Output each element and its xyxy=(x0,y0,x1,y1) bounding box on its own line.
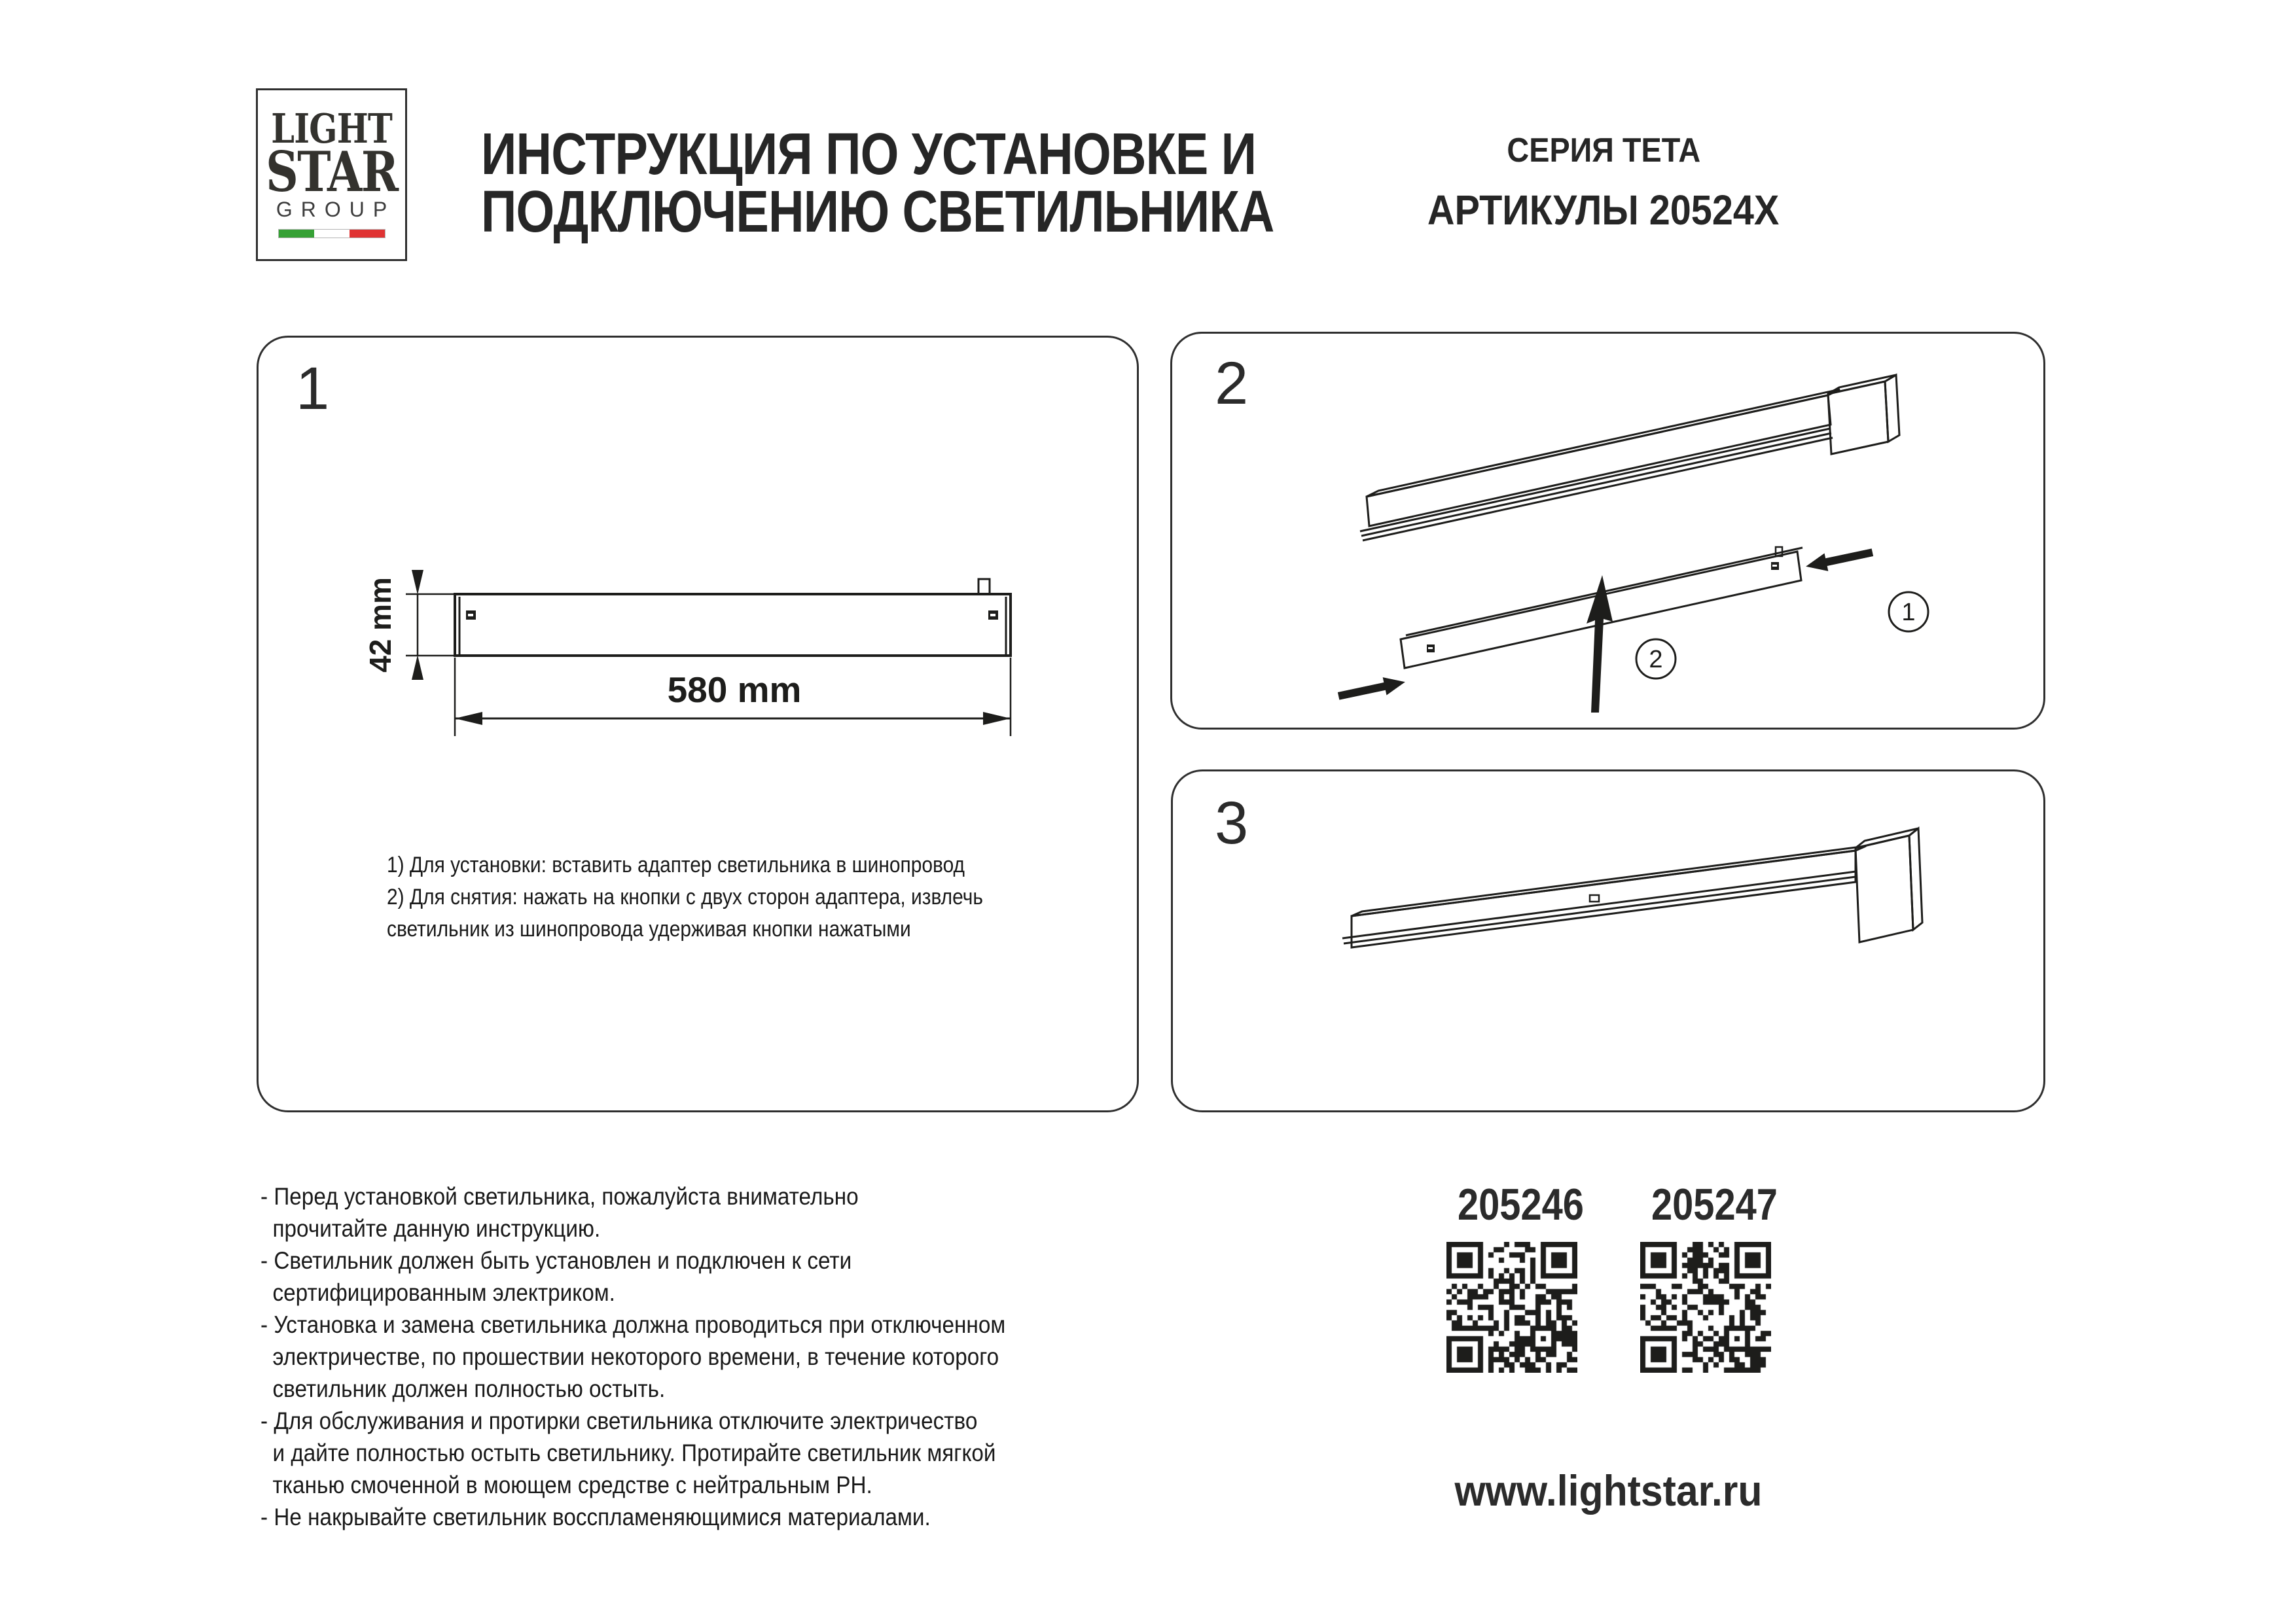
flag-red-segment xyxy=(350,230,385,238)
assembled-diagram xyxy=(1171,769,2045,1112)
article-number-left: 205246 xyxy=(1458,1180,1584,1229)
fixture-dimension-drawing xyxy=(257,336,1139,1112)
track-rail xyxy=(1360,375,1899,540)
logo-word-light: LIGHT xyxy=(271,105,392,152)
insert-arrow-up-icon xyxy=(1587,575,1613,713)
dim-arrow-right xyxy=(983,712,1011,725)
dim-arrow-up xyxy=(412,570,423,595)
website-url: www.lightstar.ru xyxy=(1454,1466,1763,1515)
flag-white-segment xyxy=(314,230,350,238)
dim-height-label: 42 mm xyxy=(363,577,397,673)
qr-code-right xyxy=(1640,1242,1771,1373)
page-title xyxy=(481,122,1425,245)
lightstar-logo xyxy=(256,88,407,261)
page-title-line2: ПОДКЛЮЧЕНИЮ СВЕТИЛЬНИКА xyxy=(481,179,1274,245)
callout-2-label: 2 xyxy=(1649,646,1663,673)
step1-instructions: 1) Для установки: вставить адаптер светильника в шинопровод 2) Для снятия: нажать на кнопки с двух сторон адаптера, извлечь светильник из шинопровода удерживая кнопки нажатыми xyxy=(387,853,983,942)
dim-width-label: 580 mm xyxy=(667,669,802,710)
adapter-button-left-slit xyxy=(468,614,473,616)
step2-number: 2 xyxy=(1215,350,1249,417)
articles-label: АРТИКУЛЫ 20524X xyxy=(1427,186,1780,234)
page-title-line1: ИНСТРУКЦИЯ ПО УСТАНОВКЕ И xyxy=(481,122,1257,187)
article-number-right: 205247 xyxy=(1651,1180,1778,1229)
press-arrow-right-icon xyxy=(1804,543,1874,575)
press-arrow-left-icon xyxy=(1336,673,1407,705)
step3-number: 3 xyxy=(1215,790,1249,856)
step1-number: 1 xyxy=(296,355,330,422)
dim-arrow-left xyxy=(455,712,482,725)
logo-word-star: STAR xyxy=(265,139,398,204)
adapter-tab xyxy=(1590,895,1599,902)
series-label: СЕРИЯ ТЕТА xyxy=(1507,132,1700,169)
insertion-diagram xyxy=(1170,332,2045,730)
italy-flag-icon xyxy=(278,229,386,238)
assembled-fixture xyxy=(1342,828,1922,947)
flag-green-segment xyxy=(279,230,314,238)
callout-1-label: 1 xyxy=(1901,599,1916,626)
logo-word-group: GROUP xyxy=(276,198,396,221)
qr-code-left xyxy=(1446,1242,1577,1373)
adapter-button-right-slit xyxy=(990,614,996,616)
dim-arrow-down xyxy=(412,655,423,680)
contact-pin xyxy=(978,579,990,594)
safety-notes: - Перед установкой светильника, пожалуйста внимательно прочитайте данную инструкцию. - Светильник должен быть установлен и подключен к сети сертифицированным электриком. - Установка и замена светильника должна проводиться при отключенном электричестве, по прошествии некоторого времени, в течение которого светильник должен полностью остыть. - Для обслуживания и протирки светильника отключите электричество и дайте полностью остыть светильнику. Протирайте светильник мягкой тканью смоченной в моющем средстве с нейтральным PH. - Не накрывайте светильник восспламеняющимися материалами. xyxy=(260,1183,1006,1530)
fixture-outline xyxy=(455,594,1011,656)
